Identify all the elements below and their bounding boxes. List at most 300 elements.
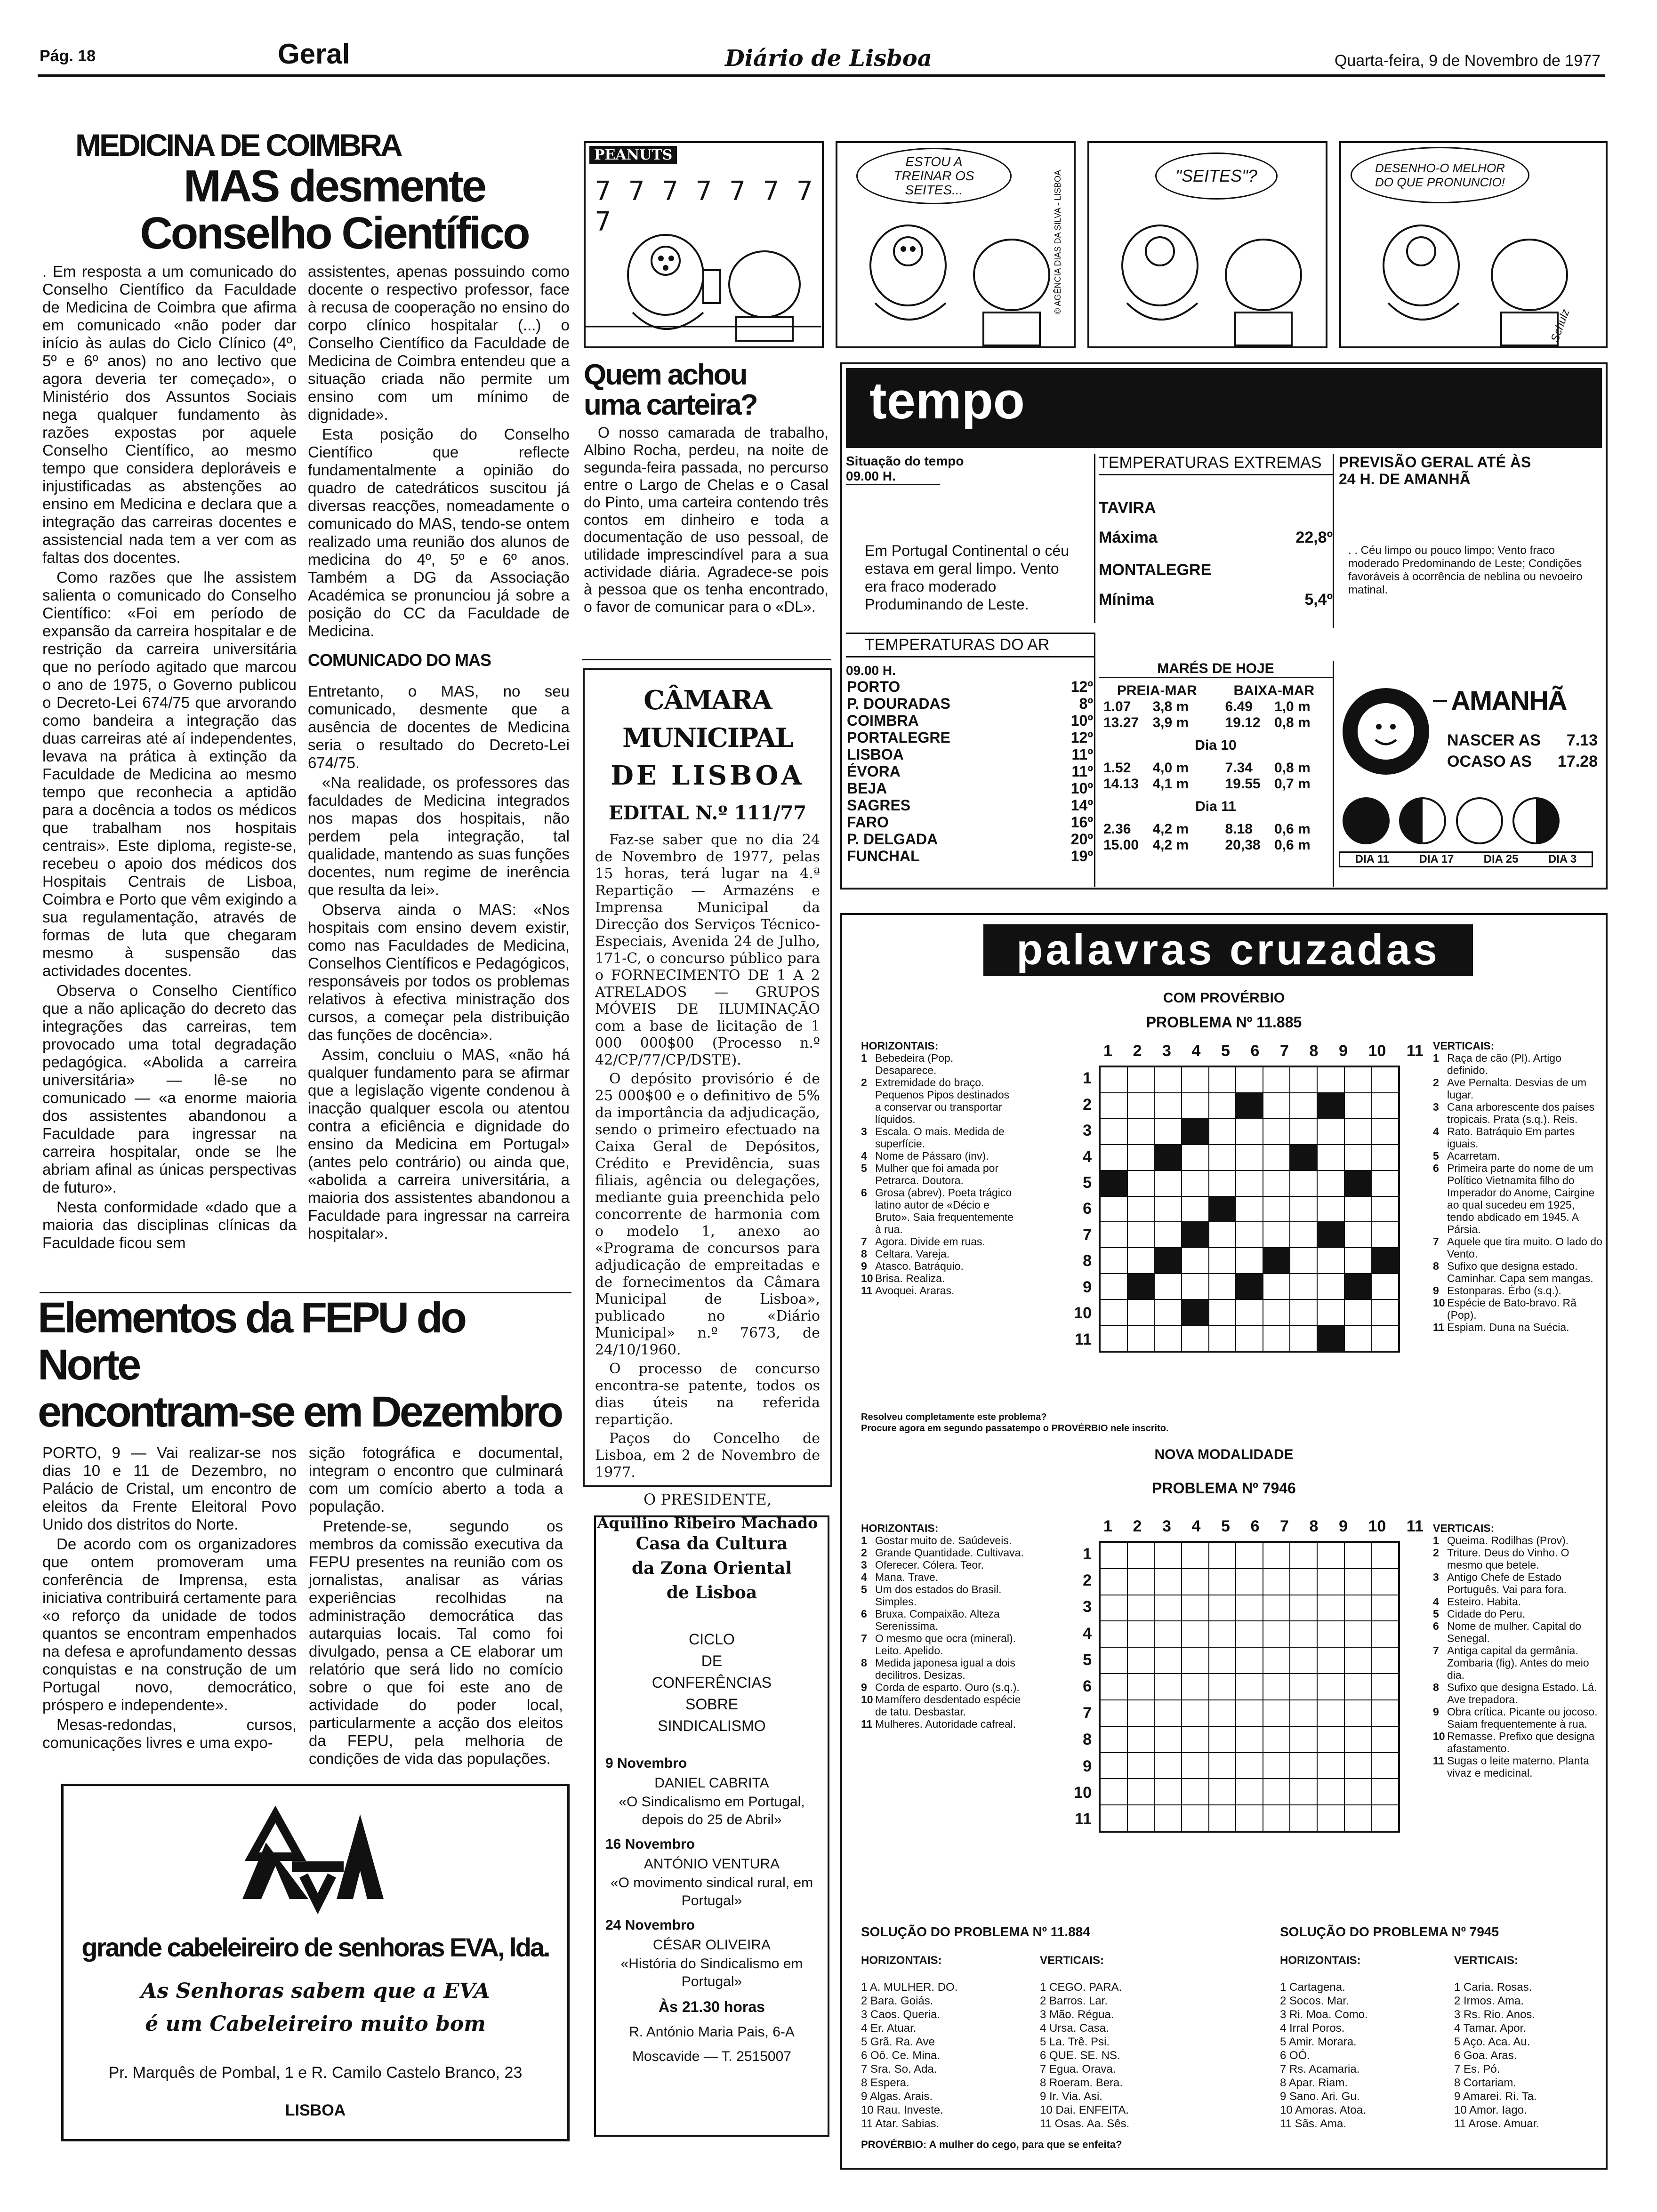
crossword-cell[interactable]	[1317, 1805, 1344, 1831]
weather-banner	[846, 368, 1602, 448]
crossword-cell[interactable]	[1344, 1621, 1372, 1647]
moon-phases: DIA 11 DIA 17 DIA 25 DIA 3	[1339, 797, 1602, 867]
temperature-value: 20º	[1070, 831, 1093, 848]
crossword-cell[interactable]	[1290, 1753, 1317, 1779]
crossword-cell[interactable]	[1209, 1674, 1236, 1700]
crossword-cell[interactable]	[1344, 1119, 1372, 1145]
crossword-cell[interactable]	[1290, 1779, 1317, 1805]
problem-2-horizontal-clues: HORIZONTAIS: 1 Gostar muito de. Saúdeveis. 2 Grande Quantidade. Cultivava. 3 Oferecer. Cólera. Teor. 4 Mana. Trave. 5 Um dos estados do Brasil. Simples. 6 Bruxa. Compaixão. Alteza Sereníssima. 7 O mesmo que ocra (mineral). Leito. Apelido. 8 Medida japonesa igual a dois decilitros. Desizas. 9 Corda de esparto. Ouro (s.q.). 10 Mamífero desdentado espécie de tatu. Desbastar. 11 Mulheres. Autoridade cafreal.	[861, 1522, 1030, 1730]
new-moon-icon	[1343, 797, 1390, 844]
crossword-cell[interactable]	[1263, 1067, 1290, 1093]
crossword-cell[interactable]	[1263, 1674, 1290, 1700]
row-number: 5	[1083, 1174, 1092, 1192]
crossword-cell[interactable]	[1344, 1674, 1372, 1700]
crossword-cell[interactable]	[1371, 1196, 1399, 1222]
crossword-cell[interactable]	[1182, 1805, 1209, 1831]
crossword-cell[interactable]	[1127, 1674, 1155, 1700]
crossword-cell[interactable]	[1344, 1067, 1372, 1093]
crossword-cell[interactable]	[1154, 1569, 1182, 1595]
crossword-cell[interactable]	[1263, 1145, 1290, 1170]
crossword-cell[interactable]	[1100, 1119, 1127, 1145]
crossword-cell[interactable]	[1127, 1779, 1155, 1805]
crossword-cell[interactable]	[1209, 1700, 1236, 1726]
crossword-cell[interactable]	[1127, 1569, 1155, 1595]
city-name: SAGRES	[847, 797, 911, 814]
crossword-cell[interactable]	[1100, 1674, 1127, 1700]
crossword-cell[interactable]	[1182, 1753, 1209, 1779]
clue-item: 1 Raça de cão (Pl). Artigo definido.	[1433, 1052, 1561, 1076]
clue-item: 7 Aquele que tira muito. O lado do Vento.	[1433, 1235, 1602, 1260]
crossword-cell[interactable]	[1182, 1196, 1209, 1222]
crossword-cell[interactable]	[1100, 1542, 1127, 1569]
crossword-cell[interactable]	[1290, 1170, 1317, 1196]
crossword-cell[interactable]	[1127, 1726, 1155, 1753]
crossword-cell[interactable]	[1344, 1248, 1372, 1274]
crossword-cell[interactable]	[1371, 1067, 1399, 1093]
crossword-cell[interactable]	[1209, 1093, 1236, 1119]
crossword-cell[interactable]	[1371, 1779, 1399, 1805]
crossword-cell[interactable]	[1290, 1569, 1317, 1595]
crossword-cell[interactable]	[1344, 1700, 1372, 1726]
crossword-cell[interactable]	[1290, 1093, 1317, 1119]
casa-title: Casa da Cultura da Zona Oriental de Lisboa	[631, 1534, 792, 1603]
crossword-cell[interactable]	[1100, 1595, 1127, 1621]
crossword-cell[interactable]	[1371, 1674, 1399, 1700]
crossword-cell[interactable]	[1290, 1621, 1317, 1647]
crossword-cell[interactable]	[1236, 1325, 1263, 1351]
crossword-cell[interactable]	[1127, 1067, 1155, 1093]
crossword-cell[interactable]	[1317, 1274, 1344, 1299]
crossword-cell[interactable]	[1290, 1067, 1317, 1093]
crossword-cell[interactable]	[1263, 1753, 1290, 1779]
crossword-cell[interactable]	[1317, 1569, 1344, 1595]
crossword-cell[interactable]	[1317, 1119, 1344, 1145]
crossword-cell[interactable]	[1182, 1274, 1209, 1299]
crossword-cell[interactable]	[1154, 1274, 1182, 1299]
eva-city: LISBOA	[285, 2101, 346, 2119]
crossword-cell[interactable]	[1290, 1805, 1317, 1831]
crossword-cell[interactable]	[1263, 1093, 1290, 1119]
crossword-cell[interactable]	[1209, 1779, 1236, 1805]
crossword-cell[interactable]	[1317, 1595, 1344, 1621]
crossword-cell[interactable]	[1236, 1674, 1263, 1700]
crossword-cell[interactable]	[1182, 1248, 1209, 1274]
crossword-cell[interactable]	[1154, 1700, 1182, 1726]
solution-line: 11 Arose. Amuar.	[1454, 2117, 1539, 2130]
crossword-cell[interactable]	[1344, 1726, 1372, 1753]
crossword-cell[interactable]	[1154, 1067, 1182, 1093]
crossword-cell[interactable]	[1344, 1196, 1372, 1222]
crossword-cell[interactable]	[1263, 1595, 1290, 1621]
crossword-cell[interactable]	[1209, 1145, 1236, 1170]
tomorrow-label: AMANHÃ	[1433, 684, 1593, 717]
solution-line: 6 OÓ.	[1280, 2049, 1311, 2062]
crossword-cell[interactable]	[1317, 1726, 1344, 1753]
carteira-headline: Quem achou uma carteira?	[584, 359, 757, 421]
tide-row: 15.00 4,2 m 20,38 0,6 m	[1103, 837, 1311, 853]
crossword-cell[interactable]	[1236, 1170, 1263, 1196]
crossword-cell[interactable]	[1127, 1325, 1155, 1351]
crossword-cell[interactable]	[1344, 1325, 1372, 1351]
column-number: 5	[1221, 1042, 1230, 1060]
carteira-divider	[582, 659, 831, 660]
crossword-cell[interactable]	[1371, 1753, 1399, 1779]
eva-logo-icon	[233, 1805, 402, 1913]
crossword-cell[interactable]	[1182, 1542, 1209, 1569]
crossword-cell[interactable]	[1127, 1753, 1155, 1779]
clue-item: 10 Mamífero desdentado espécie de tatu. Desbastar.	[861, 1693, 1021, 1718]
crossword-cell[interactable]	[1263, 1700, 1290, 1726]
crossword-cell[interactable]	[1127, 1542, 1155, 1569]
article-paragraph: Observa ainda o MAS: «Nos hospitais com ensino devem existir, como nas Faculdades de Medicina, Conselhos Científicos e Pedagógicos, responsáveis por todos os problemas relativos à efectiva ministração dos cursos, a começar pela distribuição das funções de docência».	[308, 901, 570, 1043]
crossword-cell[interactable]	[1127, 1700, 1155, 1726]
crossword-cell[interactable]	[1182, 1595, 1209, 1621]
event-speaker: DANIEL CABRITA	[654, 1775, 769, 1791]
crossword-cell[interactable]	[1236, 1119, 1263, 1145]
crossword-cell[interactable]	[1154, 1726, 1182, 1753]
crossword-cell[interactable]	[1182, 1569, 1209, 1595]
crossword-cell[interactable]	[1290, 1726, 1317, 1753]
crossword-cell[interactable]	[1290, 1222, 1317, 1248]
clue-item: 9 Atasco. Batráquio.	[861, 1260, 964, 1272]
crossword-cell[interactable]	[1100, 1222, 1127, 1248]
crossword-cell[interactable]	[1236, 1196, 1263, 1222]
black-cell	[1236, 1093, 1263, 1119]
crossword-cell[interactable]	[1317, 1621, 1344, 1647]
crossword-cell[interactable]	[1263, 1325, 1290, 1351]
crossword-cell[interactable]	[1127, 1196, 1155, 1222]
crossword-cell[interactable]	[1154, 1753, 1182, 1779]
crossword-cell[interactable]	[1344, 1779, 1372, 1805]
crossword-cell[interactable]	[1317, 1248, 1344, 1274]
crossword-cell[interactable]	[1344, 1805, 1372, 1831]
crossword-cell[interactable]	[1344, 1299, 1372, 1325]
crossword-cell[interactable]	[1100, 1647, 1127, 1674]
crossword-cell[interactable]	[1344, 1595, 1372, 1621]
crossword-cell[interactable]	[1371, 1119, 1399, 1145]
crossword-cell[interactable]	[1100, 1248, 1127, 1274]
crossword-cell[interactable]	[1371, 1222, 1399, 1248]
crossword-cell[interactable]	[1263, 1542, 1290, 1569]
crossword-cell[interactable]	[1371, 1621, 1399, 1647]
article-subhead: COMUNICADO DO MAS	[308, 650, 491, 670]
crossword-cell[interactable]	[1290, 1299, 1317, 1325]
crossword-cell[interactable]	[1344, 1145, 1372, 1170]
crossword-cell[interactable]	[1290, 1196, 1317, 1222]
crossword-cell[interactable]	[1263, 1621, 1290, 1647]
crossword-cell[interactable]	[1127, 1299, 1155, 1325]
row-number: 8	[1083, 1252, 1092, 1270]
solution-line: 5 Aço. Aca. Au.	[1454, 2036, 1530, 2048]
crossword-cell[interactable]	[1317, 1674, 1344, 1700]
solution-line: 6 Goa. Aras.	[1454, 2049, 1517, 2062]
temperature-value: 12º	[1070, 678, 1093, 695]
clue-item: 2 Extremidade do braço. Pequenos Pipos destinados a conservar ou transportar líquidos.	[861, 1076, 1010, 1125]
crossword-cell[interactable]	[1100, 1726, 1127, 1753]
crossword-cell[interactable]	[1317, 1753, 1344, 1779]
crossword-cell[interactable]	[1209, 1647, 1236, 1674]
crossword-cell[interactable]	[1371, 1542, 1399, 1569]
crossword-cell[interactable]	[1290, 1542, 1317, 1569]
air-temperature-row	[846, 831, 1094, 848]
article-divider	[40, 1292, 571, 1293]
event-topic: «O Sindicalismo em Portugal, depois do 25 de Abril»	[619, 1794, 805, 1827]
event-speaker: CÉSAR OLIVEIRA	[652, 1937, 771, 1953]
crossword-cell[interactable]	[1371, 1170, 1399, 1196]
crossword-cell[interactable]	[1371, 1145, 1399, 1170]
crossword-cell[interactable]	[1290, 1119, 1317, 1145]
crossword-cell[interactable]	[1209, 1595, 1236, 1621]
crossword-cell[interactable]	[1182, 1093, 1209, 1119]
solution-line: 4 Ursa. Casa.	[1040, 2022, 1109, 2035]
edital-title: EDITAL N.º 111/77	[608, 802, 807, 824]
crossword-cell[interactable]	[1236, 1647, 1263, 1674]
crossword-cell[interactable]	[1371, 1700, 1399, 1726]
crossword-cell[interactable]	[1182, 1621, 1209, 1647]
crossword-cell[interactable]	[1182, 1726, 1209, 1753]
crossword-cell[interactable]	[1236, 1067, 1263, 1093]
crossword-cell[interactable]	[1182, 1145, 1209, 1170]
crossword-cell[interactable]	[1344, 1222, 1372, 1248]
row-number: 3	[1083, 1122, 1092, 1140]
crossword-cell[interactable]	[1154, 1595, 1182, 1621]
solution-line: 7 Sra. So. Ada.	[861, 2063, 937, 2076]
crossword-cell[interactable]	[1263, 1805, 1290, 1831]
black-cell	[1154, 1145, 1182, 1170]
event-date: 24 Novembro	[605, 1917, 695, 1933]
crossword-cell[interactable]	[1344, 1569, 1372, 1595]
crossword-cell[interactable]	[1127, 1805, 1155, 1831]
crossword-cell[interactable]	[1317, 1542, 1344, 1569]
crossword-cell[interactable]	[1317, 1299, 1344, 1325]
crossword-cell[interactable]	[1317, 1779, 1344, 1805]
crossword-cell[interactable]	[1209, 1805, 1236, 1831]
crossword-cell[interactable]	[1371, 1647, 1399, 1674]
problem-1-row-numbers	[1063, 1066, 1092, 1353]
clue-item: 7 O mesmo que ocra (mineral). Leito. Apelido.	[861, 1632, 1016, 1657]
crossword-cell[interactable]	[1100, 1621, 1127, 1647]
crossword-cell[interactable]	[1263, 1779, 1290, 1805]
edital-org: CÂMARA MUNICIPAL DE LISBOA	[611, 685, 804, 791]
crossword-cell[interactable]	[1344, 1753, 1372, 1779]
crossword-cell[interactable]	[1182, 1170, 1209, 1196]
solution-line: 7 Es. Pó.	[1454, 2063, 1500, 2076]
weather-forecast-text: . . Céu limpo ou pouco limpo; Vento fraco moderado Predominando de Leste; Condições favoráveis à ocorrência de neblina ou nevoeiro matinal.	[1348, 544, 1583, 596]
clue-item: 1 Gostar muito de. Saúdeveis.	[861, 1534, 1012, 1547]
crossword-cell[interactable]	[1236, 1779, 1263, 1805]
crossword-cell[interactable]	[1182, 1067, 1209, 1093]
crossword-cell[interactable]	[1209, 1299, 1236, 1325]
crossword-cell[interactable]	[1290, 1674, 1317, 1700]
crossword-cell[interactable]	[1154, 1196, 1182, 1222]
crossword-cell[interactable]	[1371, 1325, 1399, 1351]
solution-line: 5 Grã. Ra. Ave	[861, 2036, 935, 2048]
crossword-cell[interactable]	[1236, 1145, 1263, 1170]
fepu-paragraph: PORTO, 9 — Vai realizar-se nos dias 10 e 11 de Dezembro, no Palácio de Cristal, um encontro de eleitos da Frente Eleitoral Povo Unido dos distritos do Norte.	[42, 1444, 297, 1533]
crossword-cell[interactable]	[1236, 1569, 1263, 1595]
crossword-cell[interactable]	[1263, 1119, 1290, 1145]
crossword-cell[interactable]	[1154, 1647, 1182, 1674]
crossword-cell[interactable]	[1371, 1805, 1399, 1831]
crossword-cell[interactable]	[1236, 1595, 1263, 1621]
row-number: 5	[1083, 1651, 1092, 1669]
crossword-cell[interactable]	[1290, 1647, 1317, 1674]
row-number: 1	[1083, 1069, 1092, 1088]
crossword-cell[interactable]	[1209, 1569, 1236, 1595]
event-speaker: ANTÓNIO VENTURA	[643, 1856, 780, 1872]
crossword-cell[interactable]	[1263, 1196, 1290, 1222]
problem-1-label: COM PROVÉRBIO	[1163, 990, 1285, 1006]
crossword-cell[interactable]	[1154, 1119, 1182, 1145]
crossword-cell[interactable]	[1182, 1674, 1209, 1700]
black-cell	[1263, 1248, 1290, 1274]
black-cell	[1100, 1170, 1127, 1196]
crossword-cell[interactable]	[1371, 1569, 1399, 1595]
crossword-cell[interactable]	[1209, 1067, 1236, 1093]
first-quarter-moon-icon	[1399, 797, 1446, 844]
crossword-cell[interactable]	[1371, 1299, 1399, 1325]
crossword-cell[interactable]	[1317, 1647, 1344, 1674]
crossword-cell[interactable]	[1236, 1700, 1263, 1726]
crossword-cell[interactable]	[1317, 1067, 1344, 1093]
crossword-cell[interactable]	[1263, 1274, 1290, 1299]
crossword-cell[interactable]	[1290, 1248, 1317, 1274]
crossword-cell[interactable]	[1100, 1325, 1127, 1351]
crossword-cell[interactable]	[1154, 1093, 1182, 1119]
crossword-cell[interactable]	[1127, 1621, 1155, 1647]
masthead: Diário de Lisboa	[725, 45, 932, 72]
crossword-cell[interactable]	[1182, 1779, 1209, 1805]
crossword-cell[interactable]	[1182, 1700, 1209, 1726]
crossword-cell[interactable]	[1127, 1119, 1155, 1145]
crossword-cell[interactable]	[1371, 1595, 1399, 1621]
crossword-cell[interactable]	[1236, 1805, 1263, 1831]
crossword-cell[interactable]	[1209, 1222, 1236, 1248]
crossword-cell[interactable]	[1236, 1753, 1263, 1779]
black-cell	[1371, 1248, 1399, 1274]
crossword-cell[interactable]	[1154, 1805, 1182, 1831]
crossword-cell[interactable]	[1371, 1093, 1399, 1119]
crossword-cell[interactable]	[1100, 1196, 1127, 1222]
crossword-cell[interactable]	[1236, 1299, 1263, 1325]
crossword-cell[interactable]	[1317, 1700, 1344, 1726]
crossword-cell[interactable]	[1371, 1274, 1399, 1299]
crossword-cell[interactable]	[1236, 1726, 1263, 1753]
crossword-cell[interactable]	[1209, 1542, 1236, 1569]
crossword-cell[interactable]	[1182, 1325, 1209, 1351]
crossword-grid-1[interactable]	[1099, 1066, 1400, 1353]
crossword-cell[interactable]	[1100, 1753, 1127, 1779]
crossword-cell[interactable]	[1263, 1222, 1290, 1248]
crossword-cell[interactable]	[1154, 1299, 1182, 1325]
crossword-cell[interactable]	[1236, 1621, 1263, 1647]
crossword-cell[interactable]	[1209, 1753, 1236, 1779]
solution-line: 2 Bara. Goiás.	[861, 1995, 933, 2007]
crossword-cell[interactable]	[1344, 1093, 1372, 1119]
sun-icon	[1339, 684, 1433, 778]
crossword-cell[interactable]	[1209, 1119, 1236, 1145]
clue-item: 3 Cana arborescente dos países tropicais. Prata (s.q.). Reis.	[1433, 1101, 1595, 1125]
crossword-cell[interactable]	[1317, 1170, 1344, 1196]
crossword-cell[interactable]	[1263, 1726, 1290, 1753]
solution-line: 9 Amarei. Ri. Ta.	[1454, 2090, 1537, 2103]
crossword-cell[interactable]	[1100, 1274, 1127, 1299]
clue-item: 3 Escala. O mais. Medida de superfície.	[861, 1125, 1005, 1150]
crossword-cell[interactable]	[1290, 1595, 1317, 1621]
crossword-cell[interactable]	[1236, 1222, 1263, 1248]
crossword-cell[interactable]	[1127, 1595, 1155, 1621]
crossword-cell[interactable]	[1344, 1647, 1372, 1674]
crossword-cell[interactable]	[1154, 1325, 1182, 1351]
crossword-cell[interactable]	[1371, 1726, 1399, 1753]
crossword-cell[interactable]	[1100, 1093, 1127, 1119]
crossword-cell[interactable]	[1127, 1145, 1155, 1170]
crossword-cell[interactable]	[1209, 1248, 1236, 1274]
crossword-cell[interactable]	[1100, 1145, 1127, 1170]
tide-row: 13.27 3,9 m 19.12 0,8 m	[1103, 715, 1311, 730]
solution-line: 1 CEGO. PARA.	[1040, 1981, 1122, 1994]
crossword-cell[interactable]	[1154, 1674, 1182, 1700]
crossword-cell[interactable]	[1263, 1647, 1290, 1674]
crossword-cell[interactable]	[1317, 1196, 1344, 1222]
crossword-cell[interactable]	[1209, 1621, 1236, 1647]
crossword-cell[interactable]	[1127, 1248, 1155, 1274]
temperature-value: 11º	[1071, 746, 1093, 763]
crossword-cell[interactable]	[1154, 1170, 1182, 1196]
crossword-cell[interactable]	[1263, 1569, 1290, 1595]
crossword-cell[interactable]	[1209, 1726, 1236, 1753]
crossword-cell[interactable]	[1100, 1067, 1127, 1093]
crossword-cell[interactable]	[1263, 1170, 1290, 1196]
crossword-cell[interactable]	[1100, 1779, 1127, 1805]
crossword-cell[interactable]	[1127, 1170, 1155, 1196]
crossword-cell[interactable]	[1209, 1274, 1236, 1299]
crossword-cell[interactable]	[1236, 1248, 1263, 1274]
crossword-cell[interactable]	[1317, 1145, 1344, 1170]
crossword-cell[interactable]	[1100, 1805, 1127, 1831]
crossword-cell[interactable]	[1100, 1700, 1127, 1726]
crossword-cell[interactable]	[1127, 1647, 1155, 1674]
crossword-cell[interactable]	[1154, 1222, 1182, 1248]
crossword-cell[interactable]	[1100, 1299, 1127, 1325]
temperature-value: 11º	[1071, 763, 1093, 780]
crossword-cell[interactable]	[1209, 1170, 1236, 1196]
crossword-cell[interactable]	[1154, 1779, 1182, 1805]
page-number: Pág. 18	[40, 47, 96, 65]
crossword-cell[interactable]	[1127, 1222, 1155, 1248]
temperature-value: 19º	[1070, 848, 1093, 865]
crossword-cell[interactable]	[1263, 1299, 1290, 1325]
crossword-cell[interactable]	[1154, 1621, 1182, 1647]
crossword-cell[interactable]	[1127, 1093, 1155, 1119]
crossword-cell[interactable]	[1290, 1700, 1317, 1726]
crossword-cell[interactable]	[1154, 1542, 1182, 1569]
crossword-cell[interactable]	[1100, 1569, 1127, 1595]
crossword-grid-2[interactable]	[1099, 1541, 1400, 1833]
row-number: 3	[1083, 1598, 1092, 1616]
crossword-cell[interactable]	[1290, 1325, 1317, 1351]
clue-item: 6 Grosa (abrev). Poeta trágico latino autor de «Décio e Bruto». Saia frequentemente à rua.	[861, 1186, 1014, 1235]
crossword-cell[interactable]	[1236, 1542, 1263, 1569]
city-name: COIMBRA	[847, 712, 919, 729]
solution-line: 7 Rs. Acamaria.	[1280, 2063, 1360, 2076]
comic-panel-1	[584, 141, 824, 348]
fepu-paragraph: Pretende-se, segundo os membros da comissão executiva da FEPU presentes na reunião com os jornalistas, analisar as várias experiências recolhidas na administração democrática das autarquias locais. Tal como foi divulgado, pensa a CE elaborar um relatório que será lido no comício sobre o que foi este ano de actividade do poder local, particularmente a acção dos eleitos da FEPU, pela melhoria de condições de vida das populações.	[309, 1517, 563, 1767]
crossword-cell[interactable]	[1182, 1647, 1209, 1674]
crossword-cell[interactable]	[1290, 1274, 1317, 1299]
crossword-cell[interactable]	[1344, 1542, 1372, 1569]
crossword-cell[interactable]	[1209, 1325, 1236, 1351]
